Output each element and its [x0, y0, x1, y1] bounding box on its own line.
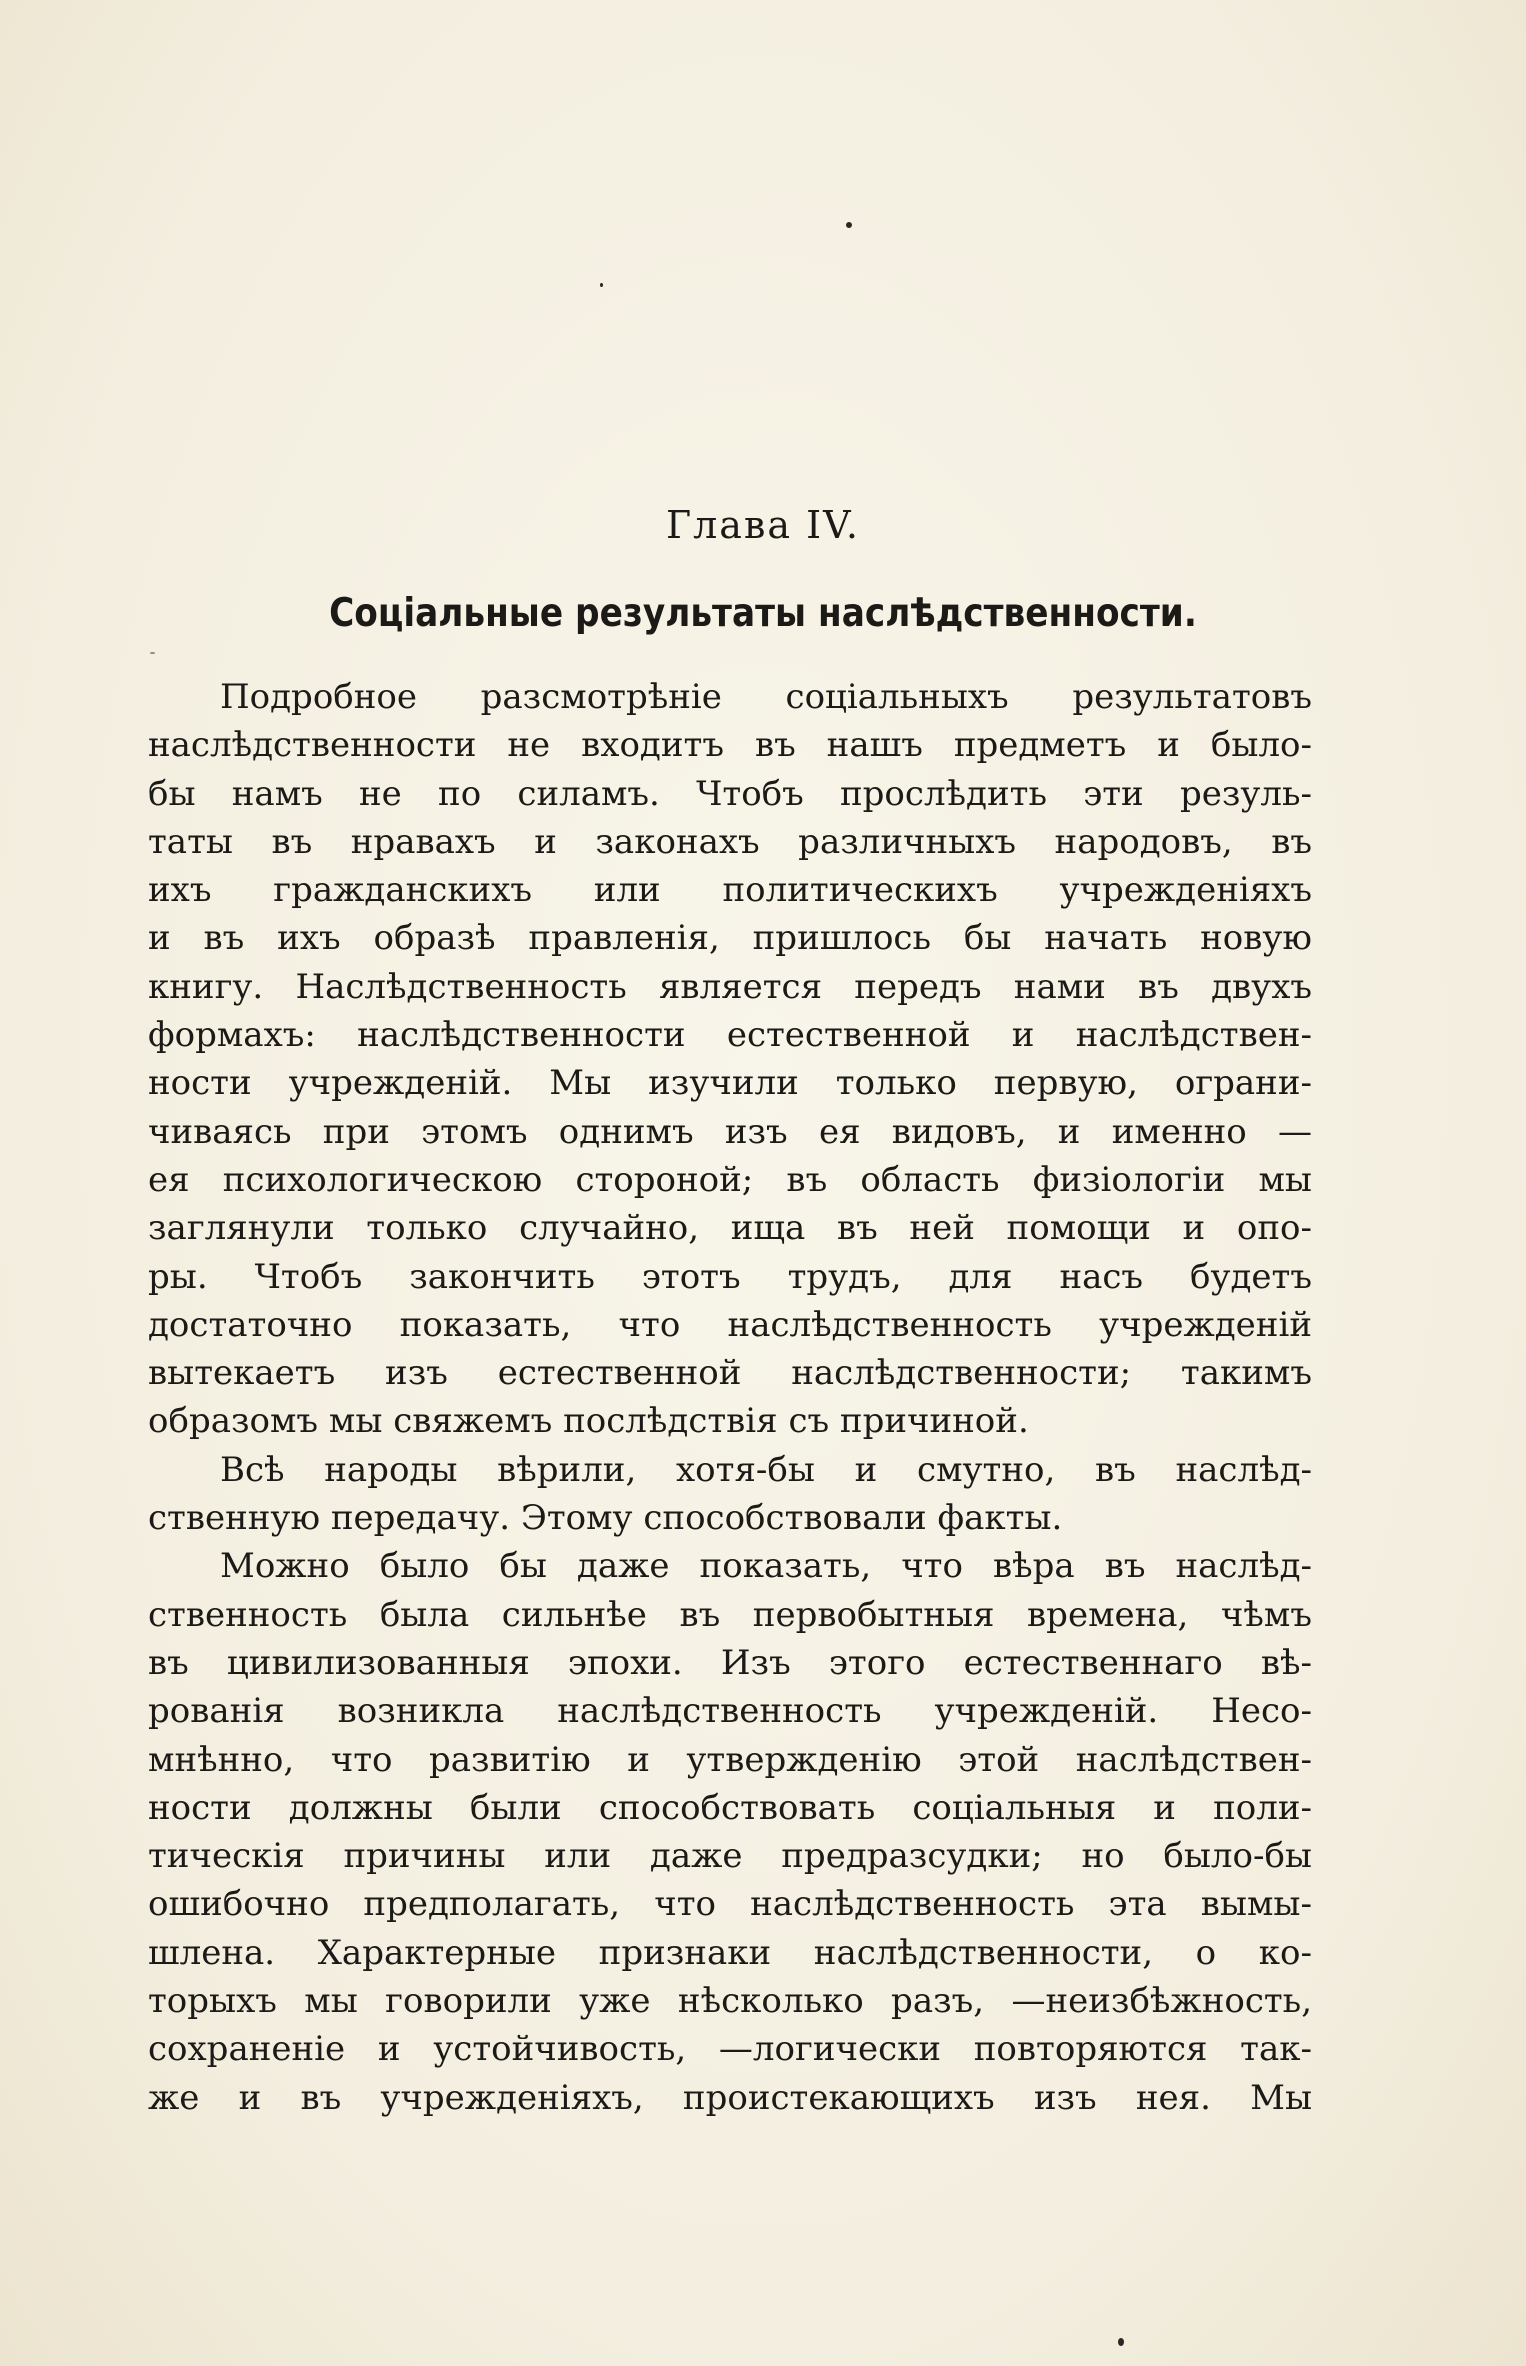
ink-speck — [846, 222, 852, 228]
text-line: въ цивилизованныя эпохи. Изъ этого естественнаго вѣ- — [148, 1642, 1312, 1683]
body-text — [148, 673, 1312, 2122]
text-line: книгу. Наслѣдственность является передъ нами въ двухъ — [148, 966, 1312, 1007]
text-line: наслѣдственности не входитъ въ нашъ предметъ и было- — [148, 725, 1312, 766]
text-line: ности должны были способствовать соціальныя и поли- — [148, 1787, 1312, 1828]
text-line: ственность была сильнѣе въ первобытныя времена, чѣмъ — [148, 1594, 1312, 1635]
ink-speck — [1118, 2338, 1124, 2346]
text-line: и въ ихъ образѣ правленія, пришлось бы начать новую — [148, 918, 1312, 959]
text-line: ры. Чтобъ закончить этотъ трудъ, для насъ будетъ — [148, 1256, 1312, 1297]
chapter-heading: Глава IV. — [666, 503, 860, 547]
text-line: Можно было бы даже показать, что вѣра въ наслѣд- — [220, 1546, 1312, 1587]
text-line: ихъ гражданскихъ или политическихъ учрежденіяхъ — [148, 870, 1312, 911]
text-line: рованія возникла наслѣдственность учрежденій. Несо- — [148, 1691, 1312, 1732]
text-line: достаточно показать, что наслѣдственность учрежденій — [148, 1304, 1312, 1345]
text-line: же и въ учрежденіяхъ, проистекающихъ изъ нея. Мы — [148, 2077, 1312, 2118]
section-title: Соціальные результаты наслѣдственности. — [329, 591, 1197, 636]
text-line: ошибочно предполагать, что наслѣдственность эта вымы- — [148, 1884, 1312, 1925]
text-line: шлена. Характерные признаки наслѣдственности, о ко- — [148, 1932, 1312, 1973]
text-line: формахъ: наслѣдственности естественной и наслѣдствен- — [148, 1015, 1312, 1056]
text-line: ея психологическою стороной; въ область физіологіи мы — [148, 1159, 1312, 1200]
text-line: Всѣ народы вѣрили, хотя-бы и смутно, въ наслѣд- — [220, 1449, 1312, 1490]
text-line: заглянули только случайно, ища въ ней помощи и опо- — [148, 1208, 1312, 1249]
text-line: торыхъ мы говорили уже нѣсколько разъ, —неизбѣжность, — [148, 1981, 1312, 2022]
text-line: бы намъ не по силамъ. Чтобъ прослѣдить эти резуль- — [148, 773, 1312, 814]
text-line: таты въ нравахъ и законахъ различныхъ народовъ, въ — [148, 821, 1312, 862]
text-line: вытекаетъ изъ естественной наслѣдственности; такимъ — [148, 1353, 1312, 1394]
text-line: ности учрежденій. Мы изучили только первую, ограни- — [148, 1063, 1312, 1104]
text-line: тическія причины или даже предразсудки; но было-бы — [148, 1836, 1312, 1877]
text-line: чиваясь при этомъ однимъ изъ ея видовъ, и именно — — [148, 1111, 1312, 1152]
ink-speck — [150, 652, 155, 654]
text-line: образомъ мы свяжемъ послѣдствія съ причиной. — [148, 1401, 1029, 1442]
text-line: мнѣнно, что развитію и утвержденію этой наслѣдствен- — [148, 1739, 1312, 1780]
text-line: сохраненіе и устойчивость, —логически повторяются так- — [148, 2029, 1312, 2070]
ink-speck — [600, 283, 603, 287]
text-line: ственную передачу. Этому способствовали факты. — [148, 1498, 1063, 1539]
text-line: Подробное разсмотрѣніе соціальныхъ результатовъ — [220, 677, 1312, 717]
